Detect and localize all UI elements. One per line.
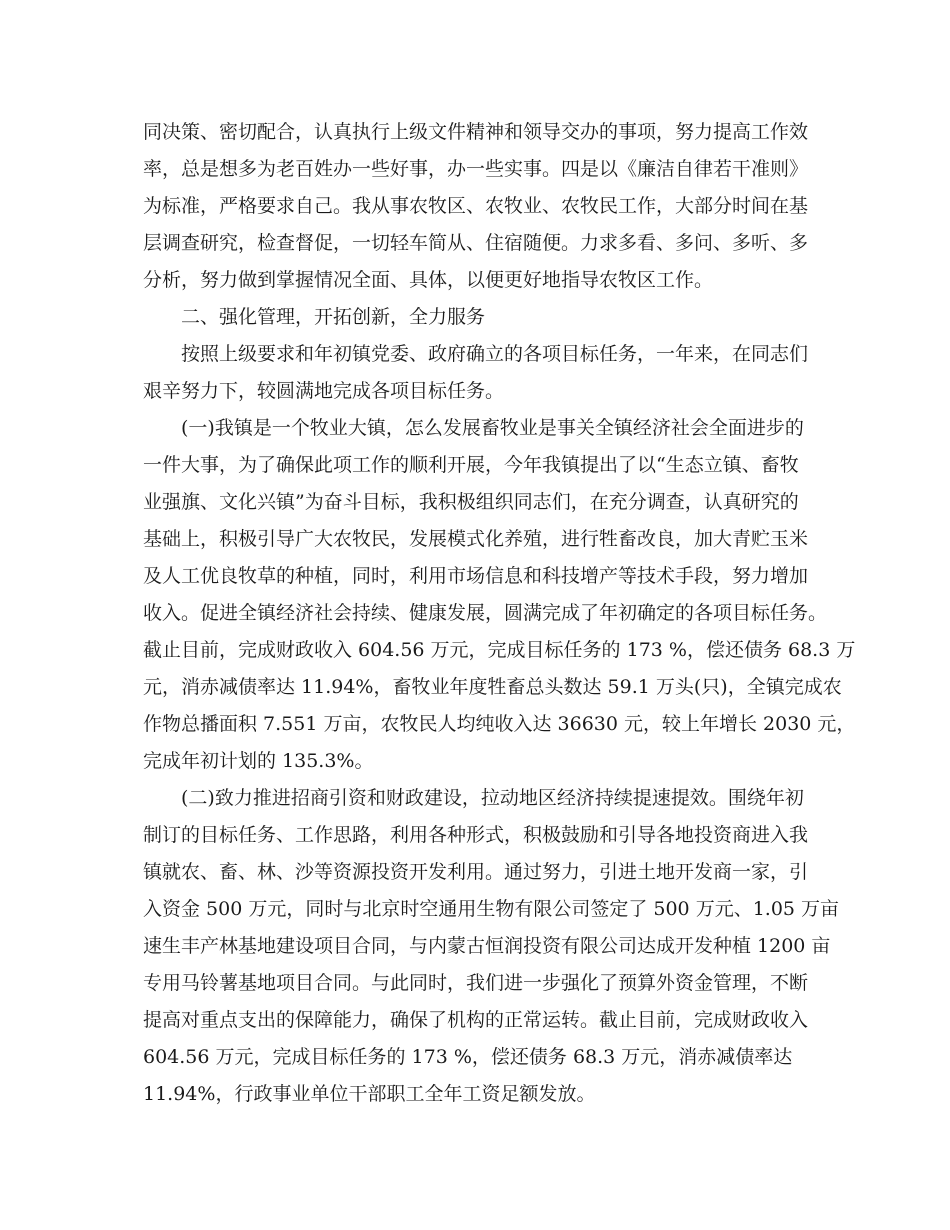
text-line: 11.94%，行政事业单位干部职工全年工资足额发放。 xyxy=(143,1083,596,1105)
text-line: 按照上级要求和年初镇党委、政府确立的各项目标任务，一年来，在同志们 xyxy=(181,343,809,365)
text-line: 同决策、密切配合，认真执行上级文件精神和领导交办的事项，努力提高工作效 xyxy=(143,121,809,143)
text-line: 入资金 500 万元，同时与北京时空通用生物有限公司签定了 500 万元、1.05 万亩 xyxy=(143,898,840,920)
text-line: 提高对重点支出的保障能力，确保了机构的正常运转。截止目前，完成财政收入 xyxy=(143,1009,809,1031)
text-line: 收入。促进全镇经济社会持续、健康发展，圆满完成了年初确定的各项目标任务。 xyxy=(143,602,828,624)
text-line: 元，消赤减债率达 11.94%，畜牧业年度牲畜总头数达 59.1 万头(只)，全镇完成农 xyxy=(143,676,842,698)
text-line: 层调查研究，检查督促，一切轻车简从、住宿随便。力求多看、多问、多听、多 xyxy=(143,232,809,254)
text-line: 镇就农、畜、林、沙等资源投资开发利用。通过努力，引进土地开发商一家，引 xyxy=(143,861,809,883)
text-line: 基础上，积极引导广大农牧民，发展模式化养殖，进行牲畜改良，加大青贮玉米 xyxy=(143,528,809,550)
text-line: 艰辛努力下，较圆满地完成各项目标任务。 xyxy=(143,380,505,402)
text-line: 业强旗、文化兴镇”为奋斗目标，我积极组织同志们，在充分调查，认真研究的 xyxy=(143,491,799,513)
text-line: 作物总播面积 7.551 万亩，农牧民人均纯收入达 36630 元，较上年增长 2030 元， xyxy=(143,713,856,735)
text-line: 一件大事，为了确保此项工作的顺利开展，今年我镇提出了以“生态立镇、畜牧 xyxy=(143,454,799,476)
text-line: 为标准，严格要求自己。我从事农牧区、农牧业、农牧民工作，大部分时间在基 xyxy=(143,195,809,217)
text-line: 及人工优良牧草的种植，同时，利用市场信息和科技增产等技术手段，努力增加 xyxy=(143,565,809,587)
text-line: 专用马铃薯基地项目合同。与此同时，我们进一步强化了预算外资金管理，不断 xyxy=(143,972,809,994)
section-heading: 二、强化管理，开拓创新，全力服务 xyxy=(181,306,486,328)
text-line: 截止目前，完成财政收入 604.56 万元，完成目标任务的 173 %，偿还债务 68.3 万 xyxy=(143,639,856,661)
text-line: 速生丰产林基地建设项目合同，与内蒙古恒润投资有限公司达成开发种植 1200 亩 xyxy=(143,935,831,957)
text-line: 分析，努力做到掌握情况全面、具体，以便更好地指导农牧区工作。 xyxy=(143,269,714,291)
text-line: (二)致力推进招商引资和财政建设，拉动地区经济持续提速提效。围绕年初 xyxy=(181,787,804,809)
text-line: 完成年初计划的 135.3%。 xyxy=(143,750,374,772)
text-line: 率，总是想多为老百姓办一些好事，办一些实事。四是以《廉洁自律若干准则》 xyxy=(143,158,809,180)
text-line: 制订的目标任务、工作思路，利用各种形式，积极鼓励和引导各地投资商进入我 xyxy=(143,824,809,846)
text-line: 604.56 万元，完成目标任务的 173 %，偿还债务 68.3 万元，消赤减债率达 xyxy=(143,1046,793,1068)
text-line: (一)我镇是一个牧业大镇，怎么发展畜牧业是事关全镇经济社会全面进步的 xyxy=(181,417,804,439)
